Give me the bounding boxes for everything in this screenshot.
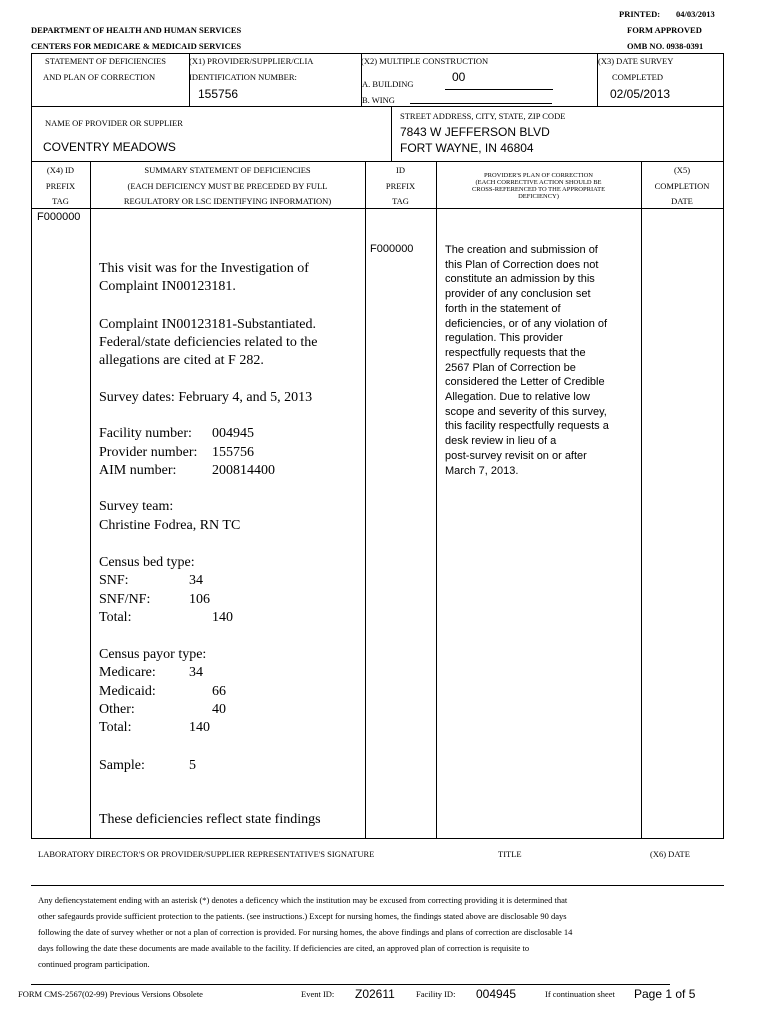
- provider-name-label: NAME OF PROVIDER OR SUPPLIER: [45, 118, 183, 128]
- survey-team-member: Christine Fodrea, RN TC: [99, 518, 241, 533]
- id-number-label: IDENTIFICATION NUMBER:: [189, 72, 297, 82]
- footnote: [38, 892, 718, 972]
- centers-title: CENTERS FOR MEDICARE & MEDICAID SERVICES: [31, 41, 242, 51]
- allegations-text: allegations are cited at F 282.: [99, 353, 264, 368]
- plan-line: forth in the statement of: [445, 302, 561, 315]
- right-tag: F000000: [370, 243, 414, 255]
- aim-number-value: 200814400: [212, 463, 275, 478]
- statement-label: STATEMENT OF DEFICIENCIES: [45, 56, 167, 66]
- facility-id-label: Facility ID:: [416, 989, 456, 999]
- form-number: FORM CMS-2567(02-99) Previous Versions Obsolete: [18, 989, 203, 999]
- x4-id-label: (X4) ID: [46, 165, 75, 175]
- plan-note3: DEFICIENCY): [518, 193, 559, 200]
- x6-date-label: (X6) DATE: [650, 849, 690, 859]
- date-label: DATE: [671, 196, 693, 206]
- plan-line: 2567 Plan of Correction be: [445, 361, 576, 374]
- summary-note: (EACH DEFICIENCY MUST BE PRECEDED BY FULL: [127, 181, 328, 191]
- bed-total-label: Total:: [99, 610, 132, 625]
- x4-tag-label: TAG: [52, 196, 69, 206]
- footnote-line: following the date of survey whether or not a plan of correction is provided. For nursing homes, the above findings and plans of correction are disclosable 14: [38, 927, 573, 937]
- summary-note2: REGULATORY OR LSC IDENTIFYING INFORMATION): [123, 196, 332, 206]
- footnote-line: continued program participation.: [38, 959, 150, 969]
- provider-id-value: 155756: [198, 87, 239, 101]
- plan-of-correction-text: [445, 243, 609, 478]
- plan-line: March 7, 2013.: [445, 464, 519, 477]
- omb-number: OMB NO. 0938-0391: [627, 41, 704, 51]
- survey-team-label: Survey team:: [99, 499, 174, 514]
- snfnf-value: 106: [189, 592, 210, 607]
- provider-number-label: Provider number:: [99, 445, 198, 460]
- census-payor-label: Census payor type:: [99, 647, 207, 662]
- facility-id-value: 004945: [476, 987, 517, 1001]
- page-number: Page 1 of 5: [634, 987, 696, 1001]
- wing-label: B. WING: [362, 95, 395, 105]
- department-title: DEPARTMENT OF HEALTH AND HUMAN SERVICES: [31, 25, 242, 35]
- building-value: 00: [452, 70, 466, 84]
- payor-total-label: Total:: [99, 720, 132, 735]
- footnote-line: other safegaurds provide sufficient protection to the patients. (see instructions.) Except for nursing homes, the findings stated above are disclosable 90 days: [38, 911, 567, 921]
- plan-correction-label: AND PLAN OF CORRECTION: [43, 72, 156, 82]
- sample-label: Sample:: [99, 758, 145, 773]
- continuation-label: If continuation sheet: [545, 989, 615, 999]
- plan-line: this Plan of Correction does not: [445, 258, 599, 271]
- census-bed-label: Census bed type:: [99, 555, 195, 570]
- facility-number-label: Facility number:: [99, 426, 192, 441]
- bed-total-value: 140: [212, 610, 233, 625]
- plan-note2: CROSS-REFERENCED TO THE APPROPRIATE: [471, 186, 606, 193]
- x5-label: (X5): [673, 165, 691, 175]
- plan-line: constitute an admission by this: [445, 273, 595, 286]
- other-label: Other:: [99, 702, 135, 717]
- visit-text: This visit was for the Investigation of: [99, 261, 309, 276]
- medicare-label: Medicare:: [99, 665, 156, 680]
- x1-label: (X1) PROVIDER/SUPPLIER/CLIA: [189, 56, 314, 66]
- printed-label: PRINTED:: [619, 9, 661, 19]
- substantiated-text: Complaint IN00123181-Substantiated.: [99, 317, 316, 332]
- x2-label: (X2) MULTIPLE CONSTRUCTION: [361, 56, 489, 66]
- plan-line: post-survey revisit on or after: [445, 449, 587, 462]
- medicaid-label: Medicaid:: [99, 684, 156, 699]
- address-label: STREET ADDRESS, CITY, STATE, ZIP CODE: [400, 111, 566, 121]
- medicare-value: 34: [189, 665, 203, 680]
- id-prefix-label: PREFIX: [385, 181, 416, 191]
- completion-label: COMPLETION: [654, 181, 710, 191]
- x4-prefix-label: PREFIX: [45, 181, 76, 191]
- title-label: TITLE: [498, 849, 522, 859]
- plan-line: respectfully requests that the: [445, 346, 586, 359]
- id-tag-label: TAG: [392, 196, 409, 206]
- other-value: 40: [212, 702, 226, 717]
- footnote-line: days following the date these documents are made available to the facility. If deficiencies are cited, an approved plan of correction is requisite to: [38, 943, 530, 953]
- snf-label: SNF:: [99, 573, 129, 588]
- event-id-value: Z02611: [355, 987, 395, 1001]
- snf-value: 34: [189, 573, 203, 588]
- payor-total-value: 140: [189, 720, 210, 735]
- address-line1: 7843 W JEFFERSON BLVD: [400, 125, 550, 139]
- sample-value: 5: [189, 758, 196, 773]
- form-approved: FORM APPROVED: [627, 25, 702, 35]
- left-tag: F000000: [37, 211, 81, 223]
- id-label: ID: [396, 165, 405, 175]
- plan-label: PROVIDER'S PLAN OF CORRECTION: [484, 172, 593, 179]
- plan-line: scope and severity of this survey,: [445, 405, 607, 418]
- plan-line: considered the Letter of Credible: [445, 376, 605, 389]
- medicaid-value: 66: [212, 684, 226, 699]
- plan-note1: (EACH CORRECTIVE ACTION SHOULD BE: [475, 179, 602, 186]
- aim-number-label: AIM number:: [99, 463, 177, 478]
- plan-line: The creation and submission of: [445, 244, 598, 256]
- summary-label: SUMMARY STATEMENT OF DEFICIENCIES: [144, 165, 311, 175]
- complaint-text: Complaint IN00123181.: [99, 279, 236, 294]
- provider-number-value: 155756: [212, 445, 254, 460]
- event-id-label: Event ID:: [301, 989, 335, 999]
- building-label: A. BUILDING: [362, 79, 414, 89]
- plan-line: regulation. This provider: [445, 332, 563, 345]
- plan-line: Allegation. Due to relative low: [445, 391, 590, 404]
- state-findings-text: These deficiencies reflect state findings: [99, 812, 321, 827]
- federal-text: Federal/state deficiencies related to the: [99, 335, 318, 350]
- survey-date-value: 02/05/2013: [610, 87, 671, 101]
- snfnf-label: SNF/NF:: [99, 592, 151, 607]
- plan-line: deficiencies, or of any violation of: [445, 317, 608, 330]
- provider-name-value: COVENTRY MEADOWS: [43, 140, 176, 154]
- survey-dates-text: Survey dates: February 4, and 5, 2013: [99, 390, 313, 405]
- printed-date: 04/03/2013: [676, 9, 715, 19]
- plan-line: desk review in lieu of a: [445, 435, 557, 448]
- completed-label: COMPLETED: [612, 72, 663, 82]
- x3-label: (X3) DATE SURVEY: [598, 56, 674, 66]
- plan-line: this facility respectfully requests a: [445, 420, 609, 433]
- plan-line: provider of any conclusion set: [445, 288, 591, 301]
- footnote-line: Any defiencystatement ending with an asterisk (*) denotes a deficency which the institution may be excused from correcting providing it is determined that: [38, 895, 568, 905]
- address-line2: FORT WAYNE, IN 46804: [400, 141, 534, 155]
- director-signature-label: LABORATORY DIRECTOR'S OR PROVIDER/SUPPLIER REPRESENTATIVE'S SIGNATURE: [38, 849, 375, 859]
- facility-number-value: 004945: [212, 426, 254, 441]
